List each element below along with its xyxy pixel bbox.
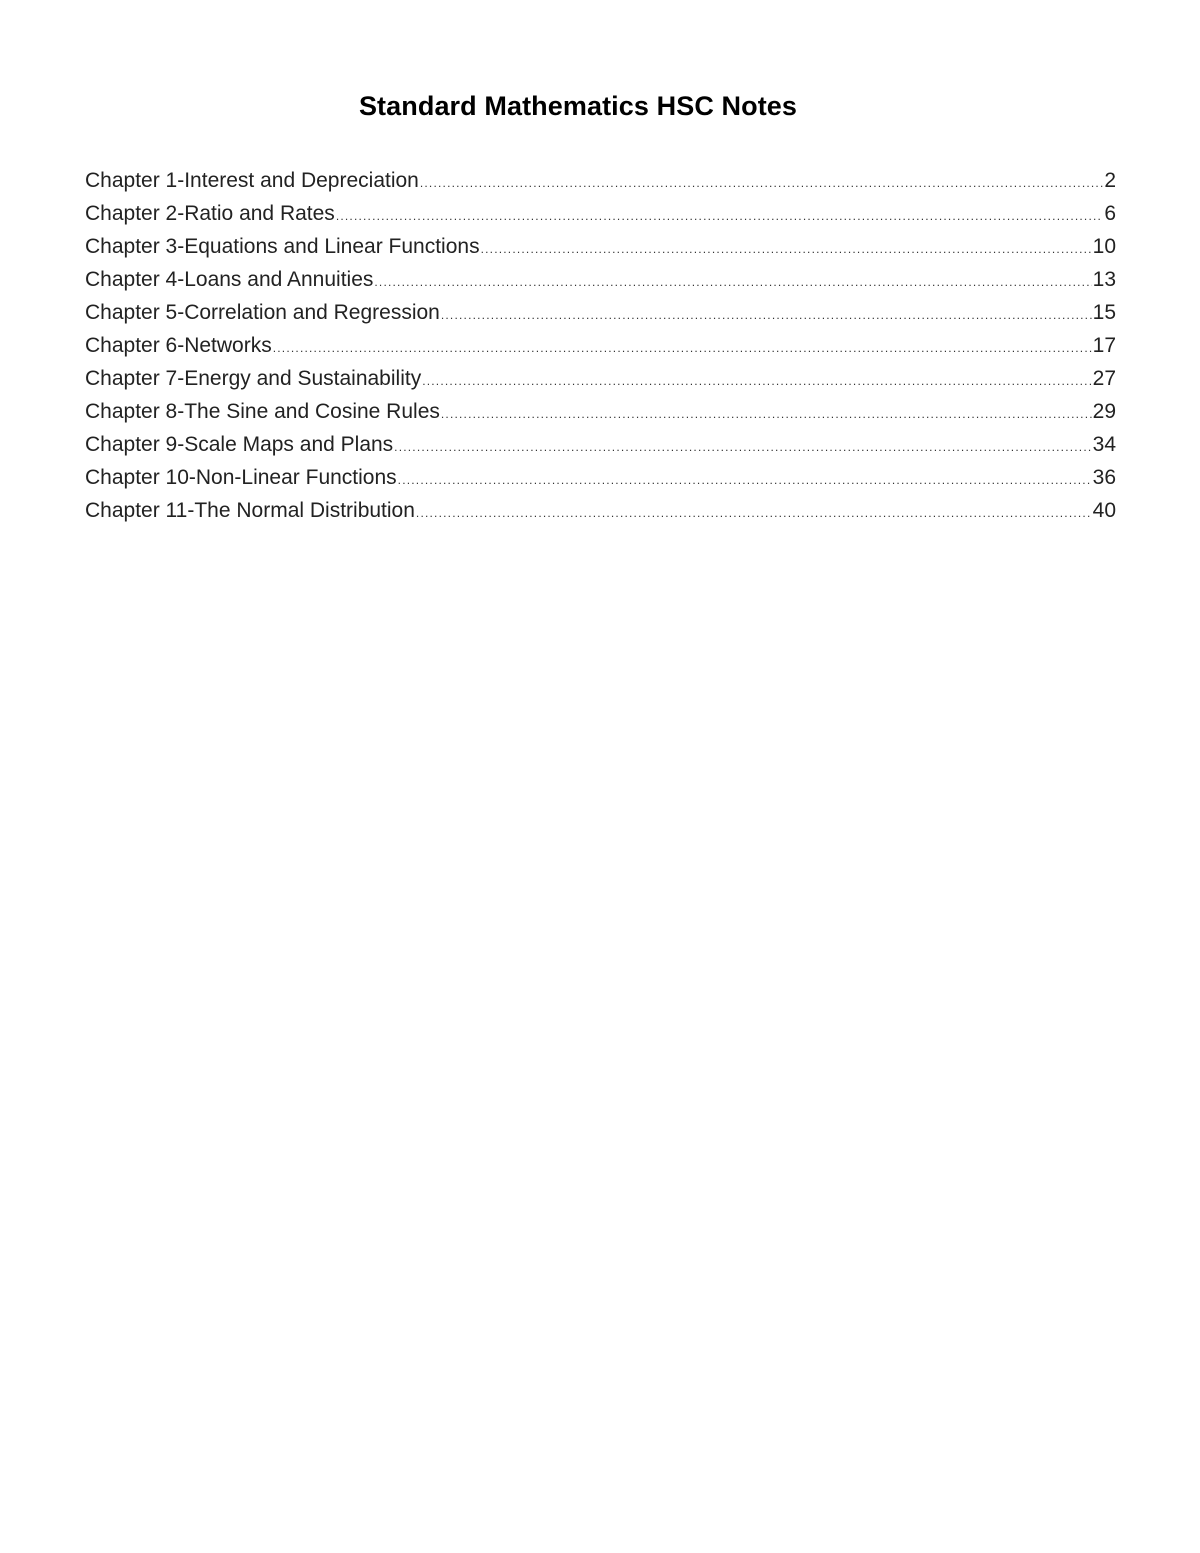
toc-entry[interactable] xyxy=(85,395,1116,428)
toc-entry-label: Chapter 9-Scale Maps and Plans xyxy=(85,433,394,456)
toc-page-number: 27 xyxy=(1092,367,1116,390)
toc-dot-leader xyxy=(374,266,1091,299)
toc-entry-label: Chapter 4-Loans and Annuities xyxy=(85,268,374,291)
toc-dot-leader xyxy=(336,200,1104,233)
toc-entry[interactable] xyxy=(85,263,1116,296)
toc-entry-label: Chapter 8-The Sine and Cosine Rules xyxy=(85,400,440,423)
toc-page-number: 40 xyxy=(1092,499,1116,522)
toc-entry-label: Chapter 2-Ratio and Rates xyxy=(85,202,335,225)
toc-page-number: 36 xyxy=(1092,466,1116,489)
toc-entry-label: Chapter 3-Equations and Linear Functions xyxy=(85,235,480,258)
toc-entry-label: Chapter 11-The Normal Distribution xyxy=(85,499,415,522)
toc-entry[interactable] xyxy=(85,362,1116,395)
toc-entry[interactable] xyxy=(85,428,1116,461)
toc-page-number: 2 xyxy=(1104,169,1116,192)
toc-entry-label: Chapter 6-Networks xyxy=(85,334,272,357)
toc-dot-leader xyxy=(398,464,1092,497)
toc-entry-label: Chapter 5-Correlation and Regression xyxy=(85,301,440,324)
toc-entry[interactable] xyxy=(85,197,1116,230)
toc-entry-label: Chapter 10-Non-Linear Functions xyxy=(85,466,397,489)
toc-page-number: 29 xyxy=(1092,400,1116,423)
toc-page-number: 10 xyxy=(1092,235,1116,258)
toc-entry-label: Chapter 1-Interest and Depreciation xyxy=(85,169,419,192)
toc-dot-leader xyxy=(481,233,1092,266)
toc-dot-leader xyxy=(273,332,1092,365)
toc-dot-leader xyxy=(422,365,1091,398)
toc-entry-label: Chapter 7-Energy and Sustainability xyxy=(85,367,422,390)
toc-dot-leader xyxy=(416,497,1092,530)
toc-dot-leader xyxy=(441,398,1092,431)
toc-page-number: 6 xyxy=(1104,202,1116,225)
toc-entry[interactable] xyxy=(85,494,1116,527)
toc-page-number: 13 xyxy=(1092,268,1116,291)
toc-entry[interactable] xyxy=(85,230,1116,263)
toc-entry[interactable] xyxy=(85,329,1116,362)
toc-entry[interactable] xyxy=(85,461,1116,494)
toc-dot-leader xyxy=(394,431,1091,464)
toc-entry[interactable] xyxy=(85,164,1116,197)
toc-page-number: 15 xyxy=(1092,301,1116,324)
table-of-contents xyxy=(85,164,1116,527)
toc-dot-leader xyxy=(441,299,1092,332)
toc-page-number: 17 xyxy=(1092,334,1116,357)
toc-page-number: 34 xyxy=(1092,433,1116,456)
page-title: Standard Mathematics HSC Notes xyxy=(358,91,798,121)
toc-entry[interactable] xyxy=(85,296,1116,329)
toc-dot-leader xyxy=(420,167,1103,200)
